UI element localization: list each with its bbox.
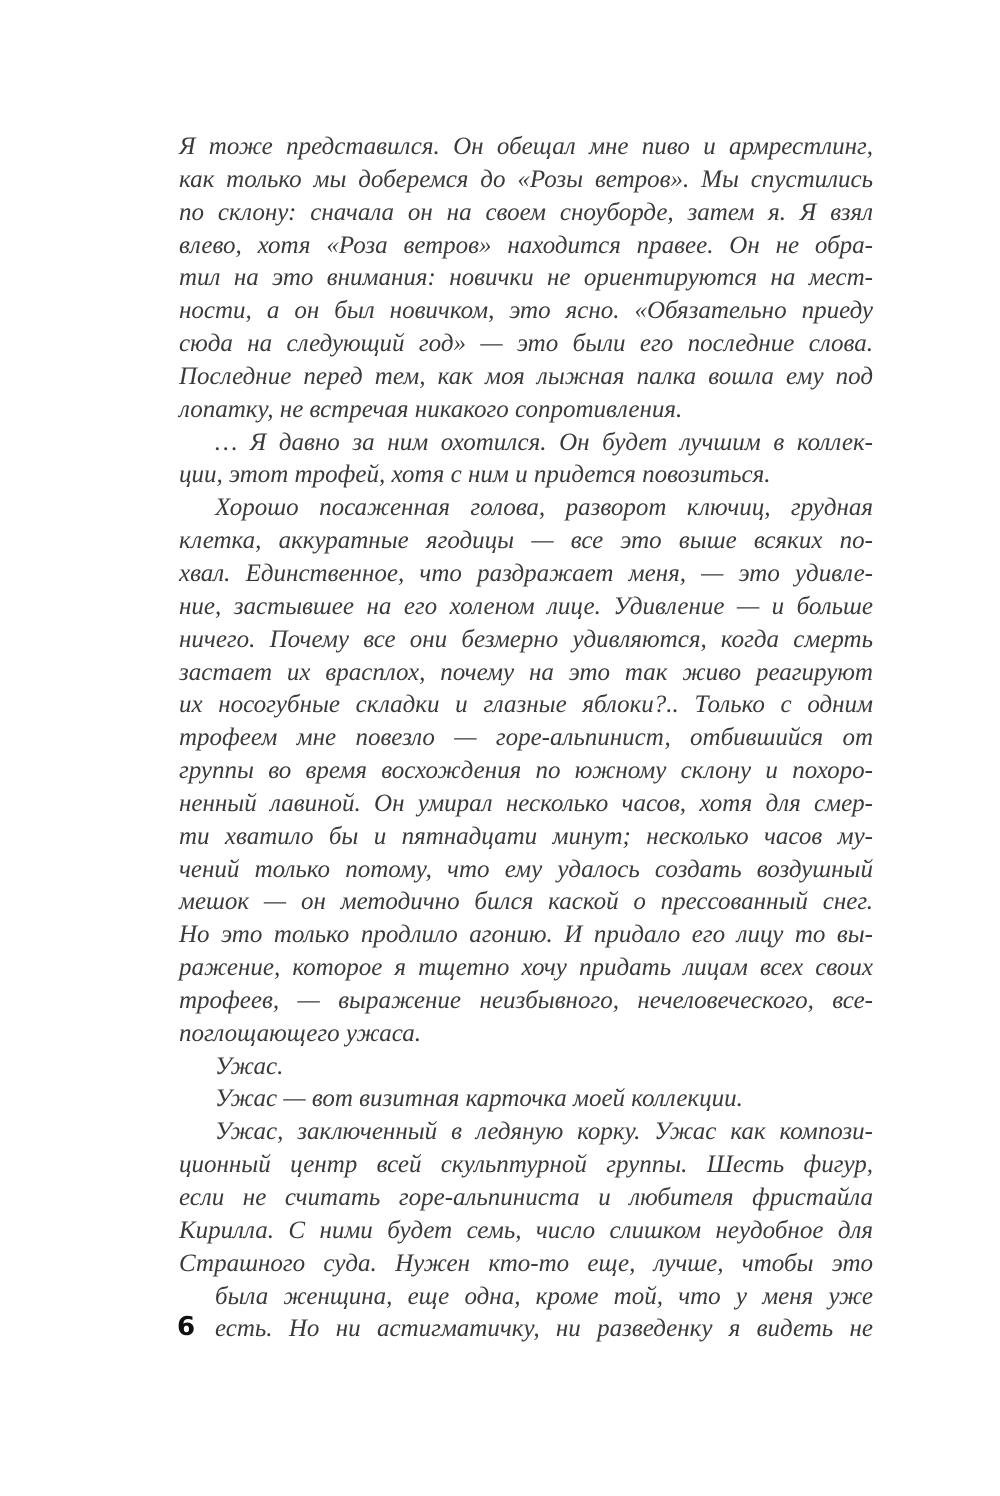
text-line: Последние перед тем, как моя лыжная палка вошла ему под: [179, 362, 873, 390]
text-line: тил на это внимания: новички не ориентируются на мест-: [179, 264, 873, 292]
text-line: как только мы доберемся до «Розы ветров». Мы спустились: [179, 165, 873, 193]
text-line: ти хватило бы и пятнадцати минут; несколько часов му-: [179, 822, 873, 850]
text-line: ражение, которое я тщетно хочу придать лицам всех своих: [179, 954, 873, 982]
text-line: Ужас — вот визитная карточка моей коллекции.: [215, 1085, 743, 1113]
text-line: … Я давно за ним охотился. Он будет лучшим в коллек-: [215, 428, 873, 456]
page-number: 6: [177, 1312, 196, 1342]
text-line: хвал. Единственное, что раздражает меня, — это удивле-: [179, 559, 873, 587]
text-line: чений только потому, что ему удалось создать воздушный: [179, 855, 873, 883]
text-line: ние, застывшее на его холеном лице. Удивление — и больше: [179, 592, 873, 620]
text-line: поглощающего ужаса.: [179, 1019, 421, 1047]
text-line: ничего. Почему все они безмерно удивляются, когда смерть: [179, 625, 873, 653]
text-line: мешок — он методично бился каской о прессованный снег.: [179, 888, 873, 916]
text-line: ности, а он был новичком, это ясно. «Обязательно приеду: [179, 297, 873, 325]
text-line: Ужас, заключенный в ледяную корку. Ужас как компози-: [215, 1118, 873, 1146]
text-line: есть. Но ни астигматичку, ни разведенку я видеть не: [215, 1315, 873, 1343]
text-line: Ужас.: [215, 1052, 284, 1080]
text-line: ненный лавиной. Он умирал несколько часов, хотя для смер-: [179, 789, 873, 817]
text-line: застает их врасплох, почему на это так живо реагируют: [179, 658, 873, 686]
text-line: группы во время восхождения по южному склону и похоро-: [179, 757, 873, 785]
text-line: Но это только продлило агонию. И придало его лицу то вы-: [179, 921, 873, 949]
text-line: Кирилла. С ними будет семь, число слишком неудобное для: [179, 1216, 873, 1244]
text-line: ции, этот трофей, хотя с ним и придется повозиться.: [179, 461, 771, 489]
text-line: ционный центр всей скульптурной группы. Шесть фигур,: [179, 1151, 873, 1179]
text-line: сюда на следующий год» — это были его последние слова.: [179, 330, 873, 358]
text-line: клетка, аккуратные ягодицы — все это выше всяких по-: [179, 527, 873, 555]
text-line: Я тоже представился. Он обещал мне пиво и армрестлинг,: [179, 133, 873, 160]
text-line: по склону: сначала он на своем сноуборде, затем я. Я взял: [179, 198, 873, 226]
text-line: их носогубные складки и глазные яблоки?.. Только с одним: [179, 691, 873, 719]
text-line: Страшного суда. Нужен кто-то еще, лучше, чтобы это: [179, 1249, 873, 1277]
text-line: Хорошо посаженная голова, разворот ключиц, грудная: [215, 494, 873, 522]
text-line: трофеев, — выражение неизбывного, нечеловеческого, все-: [179, 986, 873, 1014]
text-line: если не считать горе-альпиниста и любителя фристайла: [179, 1184, 873, 1211]
body-text: [179, 131, 873, 1346]
text-line: трофеем мне повезло — горе-альпинист, отбившийся от: [179, 724, 873, 752]
text-line: была женщина, еще одна, кроме той, что у меня уже: [215, 1282, 873, 1310]
text-line: лопатку, не встречая никакого сопротивления.: [179, 395, 683, 423]
text-line: влево, хотя «Роза ветров» находится правее. Он не обра-: [179, 231, 873, 259]
